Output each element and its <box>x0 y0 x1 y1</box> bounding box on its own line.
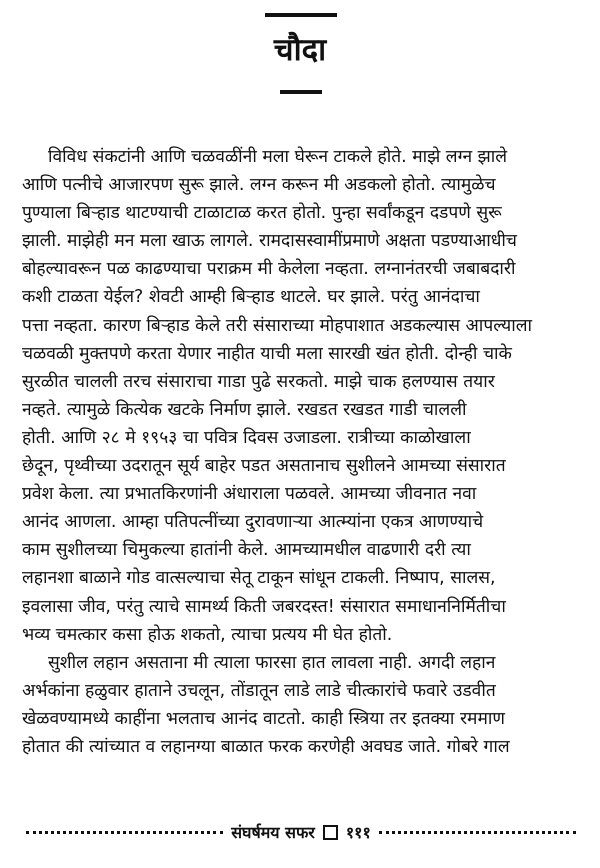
square-bullet-icon <box>323 825 338 840</box>
title-rule-bottom <box>280 90 322 94</box>
body-text <box>22 143 578 761</box>
text-line: कशी टाळता येईल? शेवटी आम्ही बिऱ्हाड थाटले. घर झाले. परंतु आनंदाचा <box>22 287 480 308</box>
text-line: भव्य चमत्कार कसा होऊ शकतो, त्याचा प्रत्यय मी घेत होतो. <box>22 624 393 645</box>
text-line: पुण्याला बिऱ्हाड थाटण्याची टाळाटाळ करत होतो. पुन्हा सर्वांकडून दडपणे सुरू <box>22 203 502 224</box>
text-line: झाली. माझेही मन मला खाऊ लागले. रामदासस्वामींप्रमाणे अक्षता पडण्याआधीच <box>22 231 517 252</box>
text-line: काम सुशीलच्या चिमुकल्या हातांनी केले. आमच्यामधील वाढणारी दरी त्या <box>22 540 471 561</box>
text-line: अर्भकांना हळुवार हाताने उचलून, तोंडातून लाडे लाडे चीत्कारांचे फवारे उडवीत <box>22 680 496 701</box>
text-line: चळवळी मुक्तपणे करता येणार नाहीत याची मला सारखी खंत होती. दोन्ही चाके <box>22 343 512 364</box>
text-line: लहानशा बाळाने गोड वात्सल्याचा सेतू टाकून सांधून टाकली. निष्पाप, सालस, <box>22 568 496 589</box>
footer-dotted-rule-right <box>379 831 576 834</box>
text-line: होती. आणि २८ मे १९५३ चा पवित्र दिवस उजाडला. रात्रीच्या काळोखाला <box>22 427 471 448</box>
footer-dotted-rule-left <box>26 831 223 834</box>
paragraph-2 <box>22 649 578 761</box>
text-line: खेळवण्यामध्ये काहींना भलताच आनंद वाटतो. काही स्त्रिया तर इतक्या रममाण <box>22 708 505 729</box>
page-number: १११ <box>345 823 371 842</box>
text-line: आनंद आणला. आम्हा पतिपत्नींच्या दुरावणाऱ्या आत्म्यांना एकत्र आणण्याचे <box>22 512 484 533</box>
chapter-title: चौदा <box>273 32 327 68</box>
text-line: बोहल्यावरून पळ काढण्याचा पराक्रम मी केलेला नव्हता. लग्नानंतरची जबाबदारी <box>22 259 516 280</box>
text-line: प्रवेश केला. त्या प्रभातकिरणांनी अंधाराला पळवले. आमच्या जीवनात नवा <box>22 484 477 505</box>
paragraph-1 <box>22 143 578 649</box>
text-line: सुशील लहान असताना मी त्याला फारसा हात लावला नाही. अगदी लहान <box>48 652 496 673</box>
text-line: छेदून, पृथ्वीच्या उदरातून सूर्य बाहेर पडत असतानाच सुशीलने आमच्या संसारात <box>22 456 506 477</box>
text-line: इवलासा जीव, परंतु त्याचे सामर्थ्य किती जबरदस्त! संसारात समाधाननिर्मितीचा <box>22 596 506 617</box>
title-rule-top <box>265 13 337 17</box>
footer-book-title: संघर्षमय सफर <box>231 823 315 842</box>
text-line: पत्ता नव्हता. कारण बिऱ्हाड केले तरी संसाराच्या मोहपाशात अडकल्यास आपल्याला <box>22 315 533 336</box>
text-line: होतात की त्यांच्यात व लहानग्या बाळात फरक करणेही अवघड जाते. गोबरे गाल <box>22 736 510 757</box>
text-line: सुरळीत चालली तरच संसाराचा गाडा पुढे सरकतो. माझे चाक हलण्यास तयार <box>22 371 495 392</box>
page-footer <box>18 818 584 846</box>
text-line: आणि पत्नीचे आजारपण सुरू झाले. लग्न करून मी अडकलो होतो. त्यामुळेच <box>22 175 496 196</box>
text-line: नव्हते. त्यामुळे कित्येक खटके निर्माण झाले. रखडत रखडत गाडी चालली <box>22 399 467 420</box>
text-line: विविध संकटांनी आणि चळवळींनी मला घेरून टाकले होते. माझे लग्न झाले <box>48 147 508 167</box>
